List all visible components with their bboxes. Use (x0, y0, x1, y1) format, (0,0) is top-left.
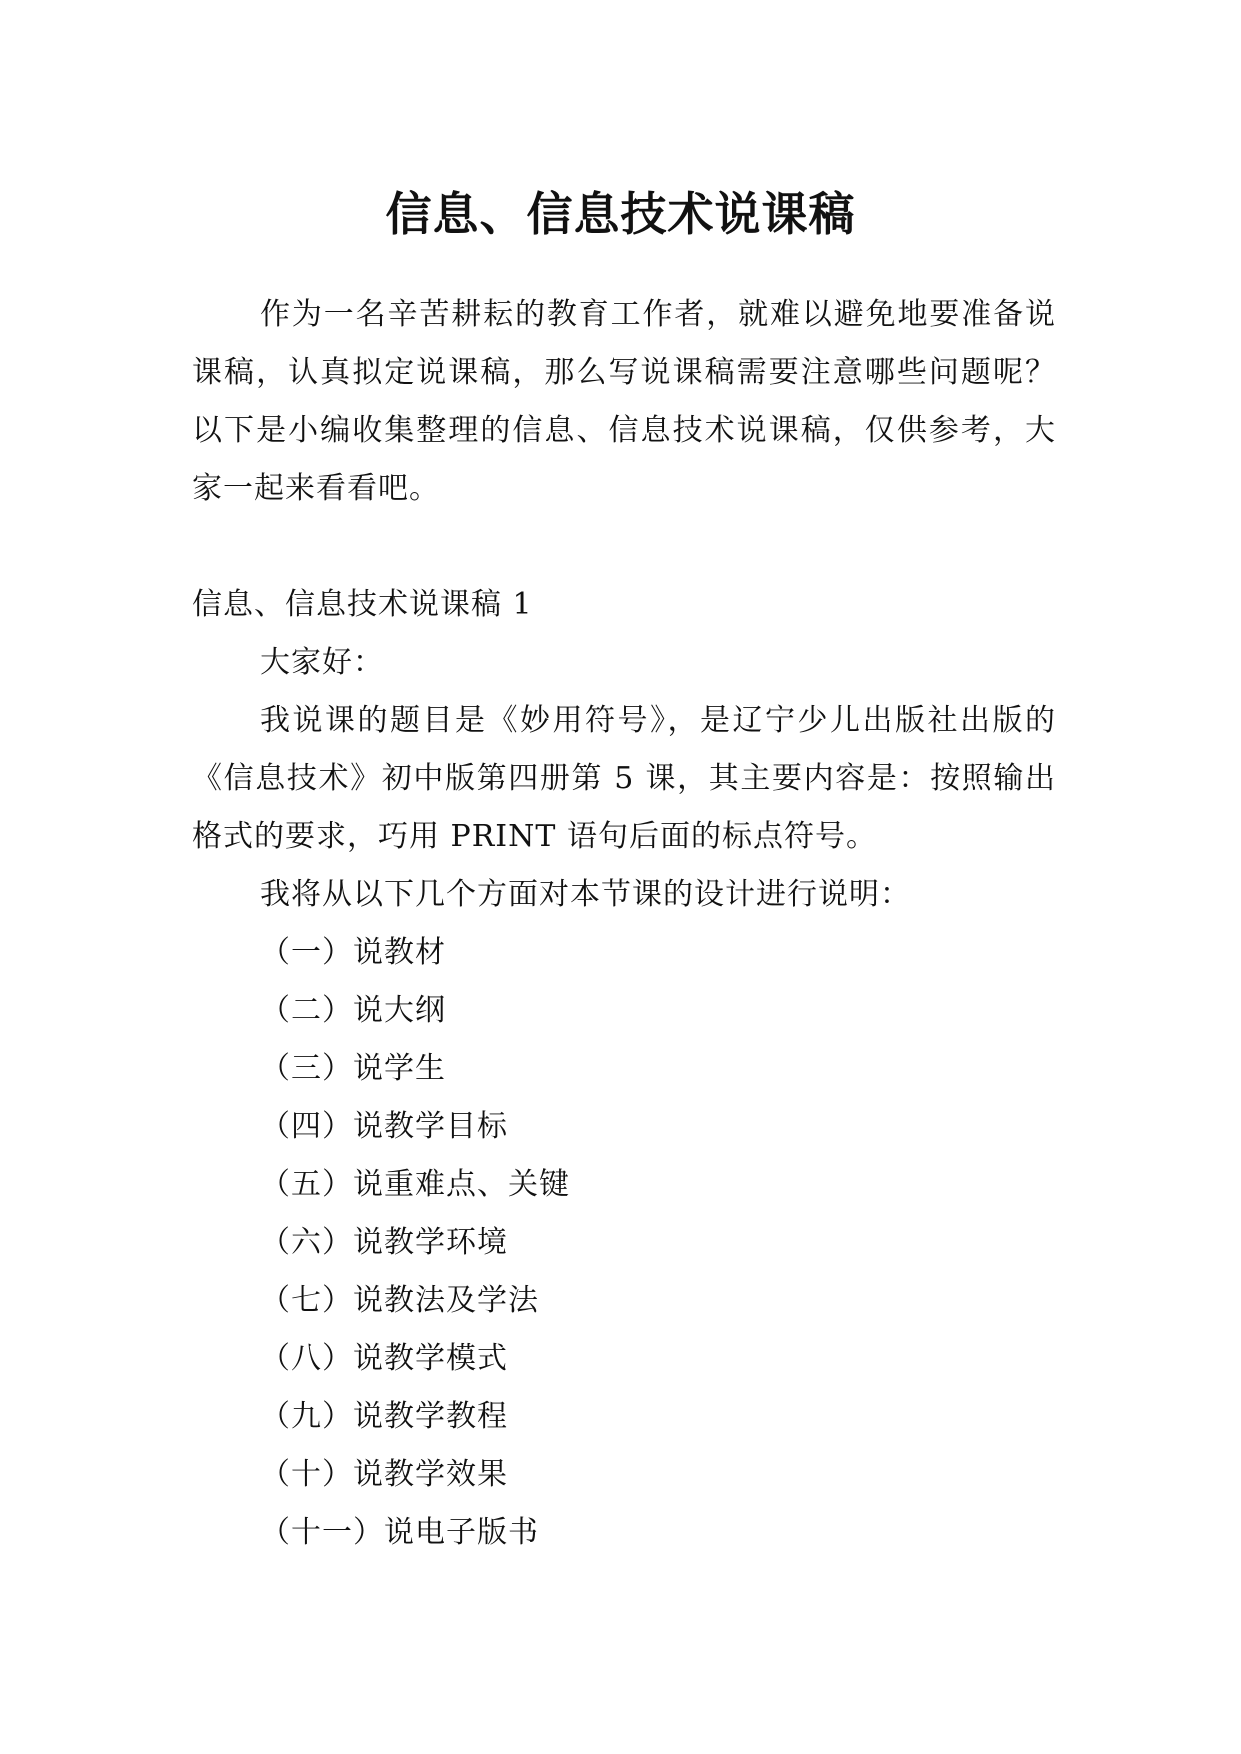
outline-item: （七）说教法及学法 (260, 1283, 539, 1318)
section-heading: 信息、信息技术说课稿 1 (192, 587, 533, 622)
outline-item: （十）说教学效果 (260, 1457, 508, 1492)
outline-item: （六）说教学环境 (260, 1225, 508, 1260)
outline-item: （一）说教材 (260, 935, 446, 970)
outline-introduction: 我将从以下几个方面对本节课的设计进行说明： (260, 877, 911, 912)
outline-item: （三）说学生 (260, 1051, 446, 1086)
outline-item: （十一）说电子版书 (260, 1515, 539, 1550)
lesson-outline-list (192, 924, 1056, 1562)
outline-item: （五）说重难点、关键 (260, 1167, 570, 1202)
outline-item: （八）说教学模式 (260, 1341, 508, 1376)
outline-item: （四）说教学目标 (260, 1109, 508, 1144)
lesson-description-paragraph: 我说课的题目是《妙用符号》，是辽宁少儿出版社出版的《信息技术》初中版第四册第 5 课，其主要内容是：按照输出格式的要求，巧用 PRINT 语句后面的标点符号。 (192, 703, 1056, 854)
outline-item: （二）说大纲 (260, 993, 446, 1028)
outline-item: （九）说教学教程 (260, 1399, 508, 1434)
document-body (192, 286, 1056, 1562)
intro-paragraph: 作为一名辛苦耕耘的教育工作者，就难以避免地要准备说课稿，认真拟定说课稿，那么写说课稿需要注意哪些问题呢？以下是小编收集整理的信息、信息技术说课稿，仅供参考，大家一起来看看吧。 (192, 297, 1056, 506)
greeting-text: 大家好： (260, 645, 384, 680)
document-title: 信息、信息技术说课稿 (385, 186, 856, 241)
